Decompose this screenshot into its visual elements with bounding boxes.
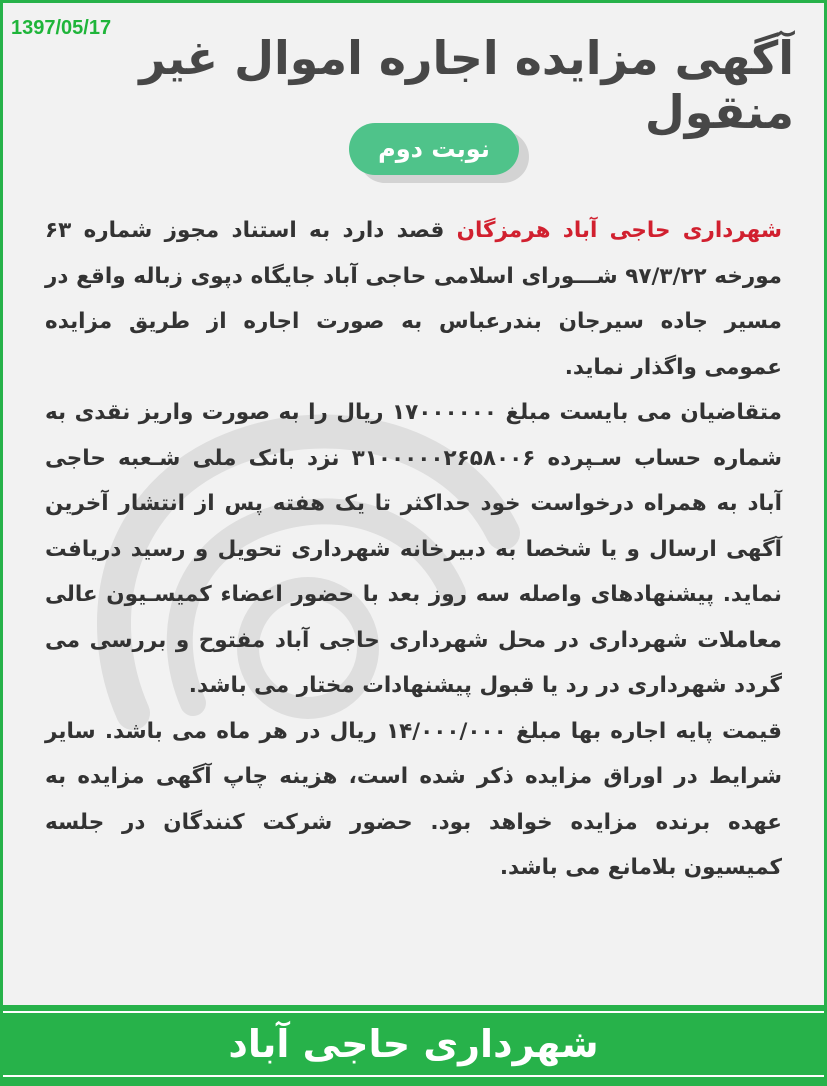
announcement-body bbox=[45, 208, 782, 891]
page-title: آگهی مزایده اجاره اموال غیر منقول bbox=[139, 31, 794, 139]
round-badge: نوبت دوم bbox=[349, 123, 519, 175]
paragraph-intro-text: قصد دارد به استناد مجوز شماره ۶۳ مورخه ۹۷/۳/۲۲ شـــورای اسلامی حاجی آباد جایگاه دپوی زباله واقع در مسیر جاده سیرجان بندرعباس به صورت اجاره از طریق مزایده عمومی واگذار نماید. bbox=[45, 218, 782, 380]
publication-date: 1397/05/17 bbox=[11, 17, 112, 39]
footer-banner bbox=[3, 1005, 824, 1083]
municipality-name-highlight: شهرداری حاجی آباد هرمزگان bbox=[456, 218, 782, 243]
paragraph-intro bbox=[45, 208, 782, 390]
paragraph-pricing: قیمت پایه اجاره بها مبلغ ۱۴/۰۰۰/۰۰۰ ریال در هر ماه می باشد. سایر شرایط در اوراق مزایده ذکر شده است، هزینه چاپ آگهی مزایده به عهده برنده مزایده خواهد بود. حضور شرکت کنندگان در جلسه کمیسیون بلامانع می باشد. bbox=[45, 718, 783, 880]
footer-title: شهرداری حاجی آباد bbox=[3, 1011, 824, 1077]
paragraph-conditions: متقاضیان می بایست مبلغ ۱۷۰۰۰۰۰۰ ریال را به صورت واریز نقدی به شماره حساب سـپرده ۳۱۰۰۰۰۰۲۶۵۸۰۰۶ نزد بانک ملی شـعبه حاجی آباد به همراه درخواست خود حداکثر تا یک هفته پس از انتشار آخرین آگهی ارسال و یا شخصا به دبیرخانه شهرداری تحویل و رسید دریافت نماید. پیشنهادهای واصله سه روز بعد با حضور اعضاء کمیسـیون عالی معاملات شهرداری در محل شهرداری حاجی آباد مفتوح و بررسی می گردد شهرداری در رد یا قبول پیشنهادات مختار می باشد. bbox=[45, 400, 782, 698]
